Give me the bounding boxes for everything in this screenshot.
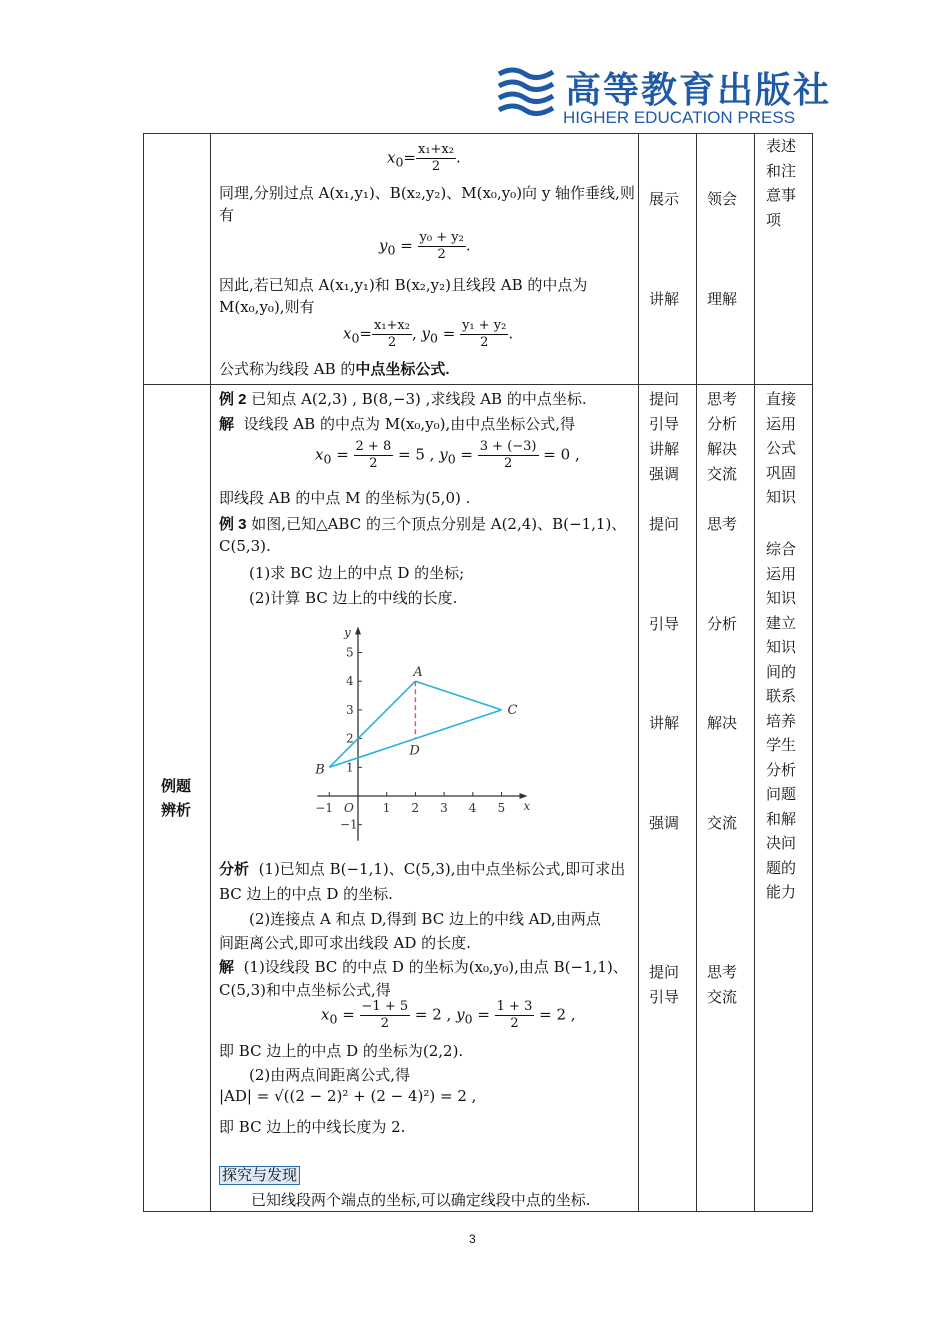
activity-word: 交流	[707, 988, 738, 1006]
activity-word: 强调	[649, 465, 680, 483]
solution-3-distance: |AD| = √((2 − 2)² + (2 − 4)²) = 2 ,	[219, 1087, 477, 1105]
example-3-q1: (1)求 BC 边上的中点 D 的坐标;	[249, 564, 465, 582]
activity-word: 强调	[649, 814, 680, 832]
student-activity-cell	[697, 385, 755, 1212]
text-therefore: 因此,若已知点 A(x₁,y₁)和 B(x₂,y₂)且线段 AB 的中点为	[219, 276, 588, 294]
activity-word: 引导	[649, 615, 680, 633]
student-activity-cell	[697, 134, 755, 385]
activity-word: 解决	[707, 440, 738, 458]
analysis-2a: (2)连接点 A 和点 D,得到 BC 边上的中线 AD,由两点	[249, 910, 601, 928]
activity-word: 讲解	[649, 714, 680, 732]
activity-word: 提问	[649, 963, 680, 981]
y-tick-label: 1	[346, 760, 354, 775]
text-you: 有	[219, 206, 235, 224]
page-number: 3	[469, 1232, 476, 1246]
point-label-b: B	[315, 762, 325, 778]
text-then: M(x₀,y₀),则有	[219, 298, 315, 316]
logo-english-name: HIGHER EDUCATION PRESS	[563, 108, 796, 127]
design-intent-cell	[755, 385, 813, 1212]
analysis-1b: BC 边上的中点 D 的坐标.	[219, 885, 393, 903]
point-label-c: C	[507, 702, 518, 718]
y-tick-label: 5	[346, 645, 354, 660]
triangle-side-ab	[329, 681, 415, 767]
teacher-activity-cell	[639, 385, 697, 1212]
teacher-activity-cell	[639, 134, 697, 385]
activity-word: 领会	[707, 190, 738, 208]
y-tick-label: 4	[346, 674, 354, 689]
y-tick-label: 3	[346, 702, 354, 717]
activity-word: 提问	[649, 515, 680, 533]
activity-word: 提问	[649, 390, 680, 408]
solution-3b: C(5,3)和中点坐标公式,得	[219, 981, 391, 999]
solution-2-formula: $x_0$ = $\frac{2 + 8}{2}$ = 5 , $y_0$ = $\frac{3 + (-3)}{2}$ = 0 ,	[315, 439, 580, 471]
design-intent-text: 表述和注意事项	[766, 137, 797, 229]
publisher-logo	[495, 62, 832, 128]
triangle-coordinate-figure	[308, 616, 543, 846]
solution-3-final: 即 BC 边上的中线长度为 2.	[219, 1118, 406, 1136]
point-label-d: D	[409, 743, 420, 759]
text-same: 同理,分别过点 A(x₁,y₁)、B(x₂,y₂)、M(x₀,y₀)向 y 轴作垂线,则	[219, 184, 635, 202]
y-tick-label: −1	[340, 817, 358, 832]
logo-chinese-name: 高等教育出版社	[565, 69, 832, 111]
activity-word: 引导	[649, 988, 680, 1006]
category-cell	[144, 385, 211, 1212]
activity-word: 讲解	[649, 440, 680, 458]
origin-label: O	[344, 801, 354, 815]
logo-waves-icon	[495, 64, 557, 124]
x-tick-label: 1	[382, 801, 391, 815]
example-2: 例 2 已知点 A(2,3) , B(8,−3) ,求线段 AB 的中点坐标.	[219, 390, 587, 408]
analysis-2b: 间距离公式,即可求出线段 AD 的长度.	[219, 934, 471, 952]
table-row	[144, 134, 813, 385]
x-tick-label: 5	[497, 801, 506, 815]
analysis-1a: 分析 (1)已知点 B(−1,1)、C(5,3),由中点坐标公式,即可求出	[219, 860, 626, 878]
x-axis-label: x	[523, 799, 531, 813]
text-formula-name: 公式称为线段 AB 的中点坐标公式.	[219, 360, 450, 378]
y-tick-label: 2	[346, 731, 354, 746]
category-cell	[144, 134, 211, 385]
example-3-cont: C(5,3).	[219, 537, 271, 555]
design-intent-text: 直接运用公式巩固知识	[766, 390, 797, 506]
solution-3-conclusion: 即 BC 边上的中点 D 的坐标为(2,2).	[219, 1042, 464, 1060]
activity-word: 解决	[707, 714, 738, 732]
activity-word: 引导	[649, 415, 680, 433]
solution-2: 解 设线段 AB 的中点为 M(x₀,y₀),由中点坐标公式,得	[219, 415, 576, 433]
solution-3-formula: $x_0$ = $\frac{-1 + 5}{2}$ = 2 , $y_0$ = $\frac{1 + 3}{2}$ = 2 ,	[321, 999, 576, 1031]
formula-x0: $x_0=$ $\frac{\text{x₁+x₂}}{2}$ .	[387, 142, 461, 174]
activity-word: 交流	[707, 465, 738, 483]
formula-y0: $y_0$ = $\frac{\text{y₀ + y₂}}{2}$ .	[379, 230, 471, 262]
x-tick-label: 4	[468, 801, 477, 815]
activity-word: 分析	[707, 615, 738, 633]
solution-2-conclusion: 即线段 AB 的中点 M 的坐标为(5,0) .	[219, 489, 471, 507]
activity-word: 展示	[649, 190, 680, 208]
solution-3a: 解 (1)设线段 BC 的中点 D 的坐标为(x₀,y₀),由点 B(−1,1)、	[219, 958, 628, 976]
formula-midpoint: $x_0=$ $\frac{\text{x₁+x₂}}{2}$ , $y_0$ = $\frac{\text{y₁ + y₂}}{2}$ .	[343, 318, 514, 350]
x-tick-label: 3	[440, 801, 448, 815]
design-intent-text: 综合运用知识建立知识间的联系培养学生分析问题和解决问题的能力	[766, 540, 797, 901]
activity-word: 分析	[707, 415, 738, 433]
y-axis-label: y	[344, 625, 351, 640]
point-label-a: A	[413, 665, 423, 681]
explore-heading: 探究与发现	[219, 1164, 300, 1185]
activity-word: 思考	[707, 390, 738, 408]
x-tick-label: 2	[411, 801, 420, 815]
activity-word: 讲解	[649, 290, 680, 308]
content-cell	[211, 134, 639, 385]
y-axis-arrow	[355, 627, 361, 635]
activity-word: 思考	[707, 963, 738, 981]
design-intent-cell	[755, 134, 813, 385]
activity-word: 理解	[707, 290, 738, 308]
solution-3-part2: (2)由两点间距离公式,得	[249, 1066, 411, 1084]
x-tick-label: −1	[315, 801, 334, 815]
example-3: 例 3 如图,已知△ABC 的三个顶点分别是 A(2,4)、B(−1,1)、	[219, 515, 627, 533]
category-label: 例题辨析	[161, 778, 192, 819]
activity-word: 思考	[707, 515, 738, 533]
triangle-side-ac	[415, 681, 501, 710]
explore-text: 已知线段两个端点的坐标,可以确定线段中点的坐标.	[251, 1191, 591, 1209]
example-3-q2: (2)计算 BC 边上的中线的长度.	[249, 589, 458, 607]
activity-word: 交流	[707, 814, 738, 832]
